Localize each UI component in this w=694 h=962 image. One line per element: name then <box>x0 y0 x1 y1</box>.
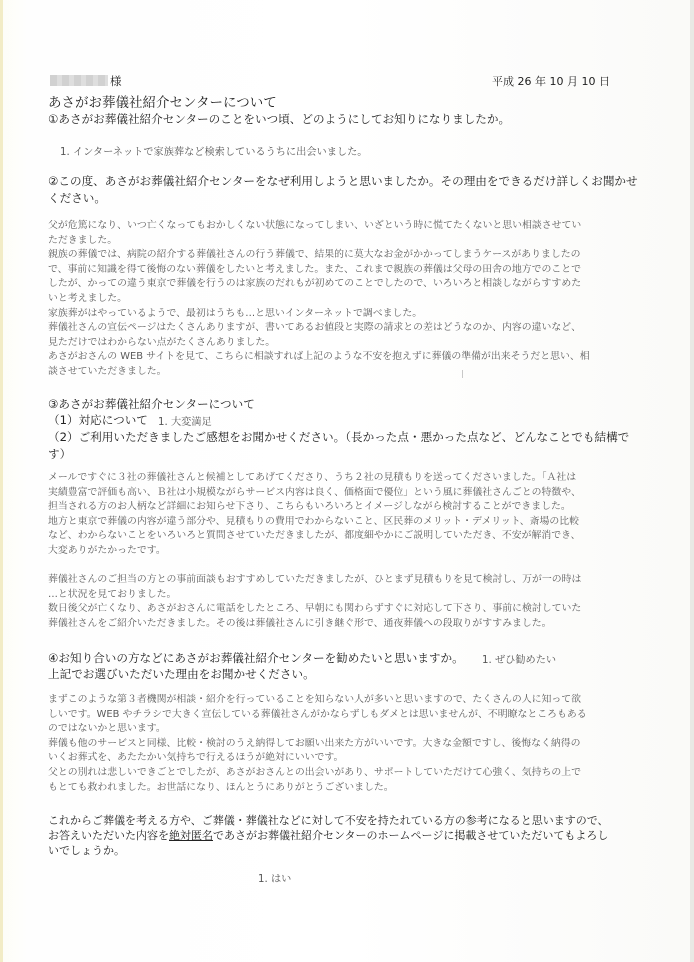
q2-answer-line: 見ただけではわからない点がたくさんありました。 <box>48 336 276 348</box>
scan-mark <box>462 370 463 378</box>
name-suffix: 様 <box>110 74 122 88</box>
q3-answer <box>48 471 581 632</box>
q3-title: ③あさがお葬儀社紹介センターについて <box>48 397 255 411</box>
q1-question: ①あさがお葬儀社紹介センターのことをいつ頃、どのようにしてお知りになりましたか。 <box>48 112 511 126</box>
q2-answer-line: いと考えました。 <box>48 292 128 304</box>
q2-answer-line: あさがおさんの WEB サイトを見て、こちらに相談すれば上記のような不安を抱えずに葬儀の準備が出来そうだと思い、相 <box>48 351 590 363</box>
q4-answer-line: まずこのような第３者機関が相談・紹介を行っていることを知らない人が多いと思いますので、たくさんの人に知って欲 <box>48 694 582 705</box>
consent-line-3: いでしょうか。 <box>48 844 125 858</box>
q4-answer-line: しいです。WEB やチラシで大きく宣伝している葬儀社さんがかならずしもダメとは思いませんが、不明瞭なところもある <box>48 708 587 720</box>
q3-sub2-question-end: す） <box>48 447 72 461</box>
q3-sub1-label: （1）対応について <box>48 413 148 427</box>
document-date: 平成 26 年 10 月 10 日 <box>492 75 610 88</box>
paragraph-gap <box>48 559 581 574</box>
q4-choice: 1. ぜひ勧めたい <box>482 655 557 666</box>
q2-question-line-1: ②この度、あさがお葬儀社紹介センターをなぜ利用しようと思いましたか。その理由をできるだけ詳しくお聞かせ <box>48 174 638 188</box>
q3-answer-line: 実績豊富で評価も高い、Ｂ社は小規模ながらサービス内容は良く、価格面で優位」という風に葬儀社さんごとの特徴や、 <box>48 486 581 498</box>
q3-answer-line: 地方と東京で葬儀の内容が違う部分や、見積もりの費用でわからないこと、区民葬のメリット・デメリット、斎場の比較 <box>48 515 579 527</box>
q3-answer-line: メールですぐに３社の葬儀社さんと候補としてあげてくださり、うち２社の見積もりを送ってくださいました。「Ａ社は <box>48 472 577 483</box>
q4-question-2: 上記でお選びいただいた理由をお聞かせください。 <box>48 667 315 681</box>
q2-answer-line: ただきました。 <box>48 234 118 246</box>
page-edge-left <box>0 0 3 962</box>
q2-answer-line: 親族の葬儀では、病院の紹介する葬儀社さんの行う葬儀で、結果的に莫大なお金がかかってしまうケースがありましたの <box>48 249 581 261</box>
q3-answer-line: 葬儀社さんのご担当の方との事前面談もおすすめしていただきましたが、ひとまず見積もりを見て検討し、万が一の時は <box>48 574 582 586</box>
q4-answer-line: いくお葬式を、あたたかい気持ちで行えるほうが絶対にいいです。 <box>48 752 344 764</box>
q2-answer <box>48 219 590 380</box>
q3-answer-line: 数日後父が亡くなり、あさがおさんに電話をしたところ、早朝にも関わらずすぐに対応して下さり、事前に検討していた <box>48 603 582 615</box>
consent-line-2 <box>48 828 609 843</box>
q2-question-line-2: ください。 <box>48 191 106 205</box>
q3-sub1-answer: 1. 大変満足 <box>158 417 212 428</box>
q3-answer-line: など、わからないことをいろいろと質問させていただきましたが、都度細やかにご説明していただき、不安が解消でき、 <box>48 530 581 542</box>
consent-line-2-post: であさがお葬儀社紹介センターのホームページに掲載させていただいてもよろし <box>213 829 609 843</box>
q4-question: ④お知り合いの方などにあさがお葬儀社紹介センターを勧めたいと思いますか。 <box>48 651 464 665</box>
consent-line-1: これからご葬儀を考える方や、ご葬儀・葬儀社などに対して不安を持たれている方の参考になると思いますので、 <box>48 814 609 827</box>
consent-question <box>48 813 609 859</box>
q1-answer: 1. インターネットで家族葬など検索しているうちに出会いました。 <box>60 147 368 158</box>
q4-answer-line: 葬儀も他のサービスと同様、比較・検討のうえ納得してお願い出来た方がいいです。大きな金額ですし、後悔なく納得の <box>48 737 581 749</box>
redacted-name <box>50 75 108 86</box>
q4-answer-line: もとても救われました。お世話になり、ほんとうにありがとうございました。 <box>48 781 394 793</box>
page-edge-right <box>690 0 694 962</box>
consent-line-2-pre: お答えいただいた内容を <box>48 829 169 843</box>
q2-answer-line: で、事前に知識を得て後悔のない葬儀をしたいと考えました。また、これまで親族の葬儀は父母の田舎の地方でのことで <box>48 263 582 275</box>
q2-answer-line: 家族葬がはやっているようで、最初はうちも…と思いインターネットで調べました。 <box>48 307 423 319</box>
q3-sub2-question: （2）ご利用いただきましたご感想をお聞かせください。（長かった点・悪かった点など、どんなことでも結構で <box>48 430 630 444</box>
q3-answer-line: 葬儀社さんをご紹介いただきました。その後は葬儀社さんに引き継ぐ形で、通夜葬儀への段取りがすすみました。 <box>48 617 552 629</box>
anonymous-emphasis: 絶対匿名 <box>169 829 213 843</box>
q2-answer-line: 父が危篤になり、いつ亡くなってもおかしくない状態になってしまい、いざという時に慌てたくないと思い相談させてい <box>48 220 582 231</box>
q3-answer-line: …と状況を見ておりました。 <box>48 588 177 600</box>
consent-answer: 1. はい <box>258 874 292 885</box>
q3-answer-line: 大変ありがたかったです。 <box>48 544 166 556</box>
q2-answer-line: 葬儀社さんの宣伝ページはたくさんありますが、書いてあるお値段と実際の請求との差はどうなのか、内容の違いなど、 <box>48 322 582 334</box>
q4-answer <box>48 693 587 795</box>
q2-answer-line: したが、かっての違う東京で葬儀を行うのは家族のだれもが初めてのことでしたので、いろいろと相談しながらすすめた <box>48 278 582 290</box>
q4-answer-line: のではないかと思います。 <box>48 723 166 735</box>
document-title: あさがお葬儀社紹介センターについて <box>48 95 277 111</box>
q2-answer-line: 談させていただきました。 <box>48 365 167 377</box>
q4-answer-line: 父との別れは悲しいできごとでしたが、あさがおさんとの出会いがあり、サポートしていただけて心強く、気持ちの上で <box>48 766 582 778</box>
q3-answer-line: 担当される方のお人柄など詳細にお知らせ下さり、こちらもいろいろとイメージしながら検討することができました。 <box>48 501 571 513</box>
